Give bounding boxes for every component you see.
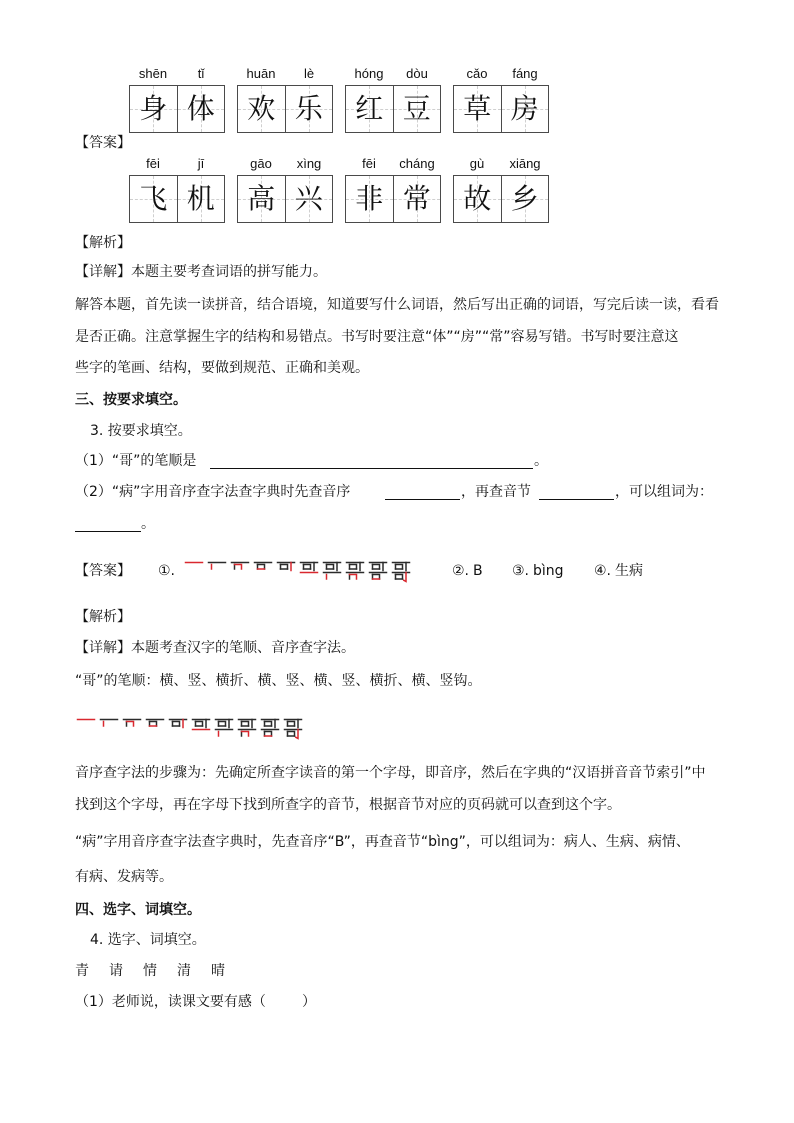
- analysis-text-line: 解答本题，首先读一读拼音，结合语境，知道要写什么词语，然后写出正确的词语，写完后读一读，看看: [75, 297, 719, 313]
- section-heading: 三、按要求填空。: [75, 392, 187, 408]
- character-cell: 非: [346, 176, 393, 222]
- word-pair: [453, 156, 549, 223]
- question-2-suffix: ，可以组词为：: [615, 484, 713, 500]
- stroke-path: [127, 722, 134, 727]
- tianzige-box: [453, 85, 549, 133]
- answer-blank: [539, 482, 614, 500]
- pinyin: gù: [469, 156, 485, 171]
- answer-item: [512, 561, 564, 581]
- stroke-path: [350, 575, 357, 580]
- pinyin: cǎo: [466, 66, 488, 81]
- stroke-frame: [393, 563, 410, 582]
- question-1-prefix: （1）老师说，读课文要有感（: [75, 994, 266, 1010]
- stroke-frame: [370, 563, 387, 580]
- stroke-frame: [301, 563, 318, 573]
- choice-character: 请: [109, 963, 123, 979]
- character-cell: 高: [238, 176, 285, 222]
- stroke-frame: [239, 720, 256, 737]
- question-2-mid: ，再查音节: [461, 484, 531, 500]
- pinyin: fáng: [512, 66, 538, 81]
- pinyin: dòu: [406, 66, 428, 81]
- character-cell: 乡: [501, 176, 549, 222]
- word-pair: [237, 66, 333, 133]
- word-pair: [345, 66, 441, 133]
- tianzige-box: [453, 175, 549, 223]
- stroke-path: [404, 573, 406, 582]
- character-cell: 故: [454, 176, 501, 222]
- character-cell: 乐: [285, 86, 333, 132]
- stroke-frame: [324, 563, 341, 580]
- stroke-frame: [216, 720, 233, 737]
- analysis-text-line: 有病、发病等。: [75, 869, 173, 885]
- word-pair: [129, 66, 225, 133]
- analysis-label: 【解析】: [75, 235, 131, 251]
- pinyin: gāo: [250, 156, 272, 171]
- stroke-frame: [255, 563, 272, 570]
- tianzige-box: [129, 85, 225, 133]
- answer-number: ③.: [512, 563, 530, 579]
- question-1-suffix: 。: [534, 453, 548, 469]
- character-cell: 兴: [285, 176, 333, 222]
- answer-number: ④.: [594, 563, 612, 579]
- stroke-frame: [124, 720, 141, 727]
- word-pair: [129, 156, 225, 223]
- character-cell: 草: [454, 86, 501, 132]
- pinyin: shēn: [138, 66, 168, 81]
- character-cell: 房: [501, 86, 549, 132]
- pinyin: hóng: [354, 66, 384, 81]
- word-pair: [453, 66, 549, 133]
- stroke-frame: [232, 563, 249, 570]
- stroke-frame: [209, 563, 226, 570]
- stroke-order-image: [75, 716, 307, 740]
- stroke-frame: [170, 720, 187, 728]
- question-1-prefix: （1）“哥”的笔顺是: [75, 453, 197, 469]
- analysis-text-line: 些字的笔画、结构，要做到规范、正确和美观。: [75, 360, 369, 376]
- stroke-path: [296, 730, 298, 739]
- question-2-end: 。: [141, 516, 155, 532]
- answer-number: ②.: [452, 563, 470, 579]
- pinyin: lè: [303, 66, 315, 81]
- analysis-label: 【解析】: [75, 609, 131, 625]
- answer-label: 【答案】: [75, 135, 131, 151]
- character-cell: 身: [130, 86, 177, 132]
- stroke-frame: [278, 563, 295, 571]
- pinyin: xìng: [296, 156, 322, 171]
- answer-blank: [75, 514, 141, 532]
- pinyin: fēi: [146, 156, 160, 171]
- question-title: 4. 选字、词填空。: [90, 932, 206, 948]
- choice-character: 清: [177, 963, 191, 979]
- answer-number: ①.: [158, 563, 176, 579]
- stroke-path: [235, 565, 242, 570]
- character-cell: 飞: [130, 176, 177, 222]
- pinyin: cháng: [399, 156, 435, 171]
- stroke-frame: [285, 720, 302, 739]
- stroke-names-text: “哥”的笔顺：横、竖、横折、横、竖、横、竖、横折、横、竖钩。: [75, 673, 482, 689]
- stroke-order-image: [183, 559, 415, 583]
- tianzige-box: [237, 85, 333, 133]
- analysis-detail: 【详解】本题考查汉字的笔顺、音序查字法。: [75, 640, 355, 656]
- analysis-text-line: 找到这个字母，再在字母下找到所查字的音节，根据音节对应的页码就可以查到这个字。: [75, 797, 621, 813]
- answer-blank: [385, 482, 460, 500]
- choice-character: 情: [143, 963, 157, 979]
- tianzige-box: [129, 175, 225, 223]
- section-heading: 四、选字、词填空。: [75, 902, 201, 918]
- stroke-frame: [347, 563, 364, 580]
- question-2-prefix: （2）“病”字用音序查字法查字典时先查音序: [75, 484, 351, 500]
- answer-item: [452, 561, 483, 581]
- answer-value: 生病: [615, 563, 644, 579]
- character-cell: 体: [177, 86, 225, 132]
- choice-character: 晴: [211, 963, 225, 979]
- analysis-text-line: 音序查字法的步骤为：先确定所查字读音的第一个字母，即音序，然后在字典的“汉语拼音音节索引”中: [75, 765, 706, 781]
- stroke-frame: [193, 720, 210, 730]
- stroke-path: [242, 732, 249, 737]
- analysis-detail: 【详解】本题主要考查词语的拼写能力。: [75, 264, 327, 280]
- stroke-frame: [147, 720, 164, 727]
- answer-label: 【答案】: [75, 563, 131, 579]
- tianzige-box: [237, 175, 333, 223]
- choice-character: 青: [75, 963, 89, 979]
- stroke-frame: [101, 720, 118, 727]
- tianzige-box: [345, 175, 441, 223]
- character-cell: 豆: [393, 86, 441, 132]
- analysis-text-line: 是否正确。注意掌握生字的结构和易错点。书写时要注意“体”“房”“常”容易写错。书写时要注意这: [75, 329, 679, 345]
- pinyin: jī: [197, 156, 205, 171]
- question-title: 3. 按要求填空。: [90, 423, 192, 439]
- question-1-suffix: ）: [302, 994, 316, 1010]
- word-pair: [345, 156, 441, 223]
- character-cell: 常: [393, 176, 441, 222]
- tianzige-box: [345, 85, 441, 133]
- answer-value: bìng: [533, 563, 564, 579]
- answer-item: [594, 561, 643, 581]
- word-pair: [237, 156, 333, 223]
- pinyin: xiāng: [509, 156, 541, 171]
- character-cell: 机: [177, 176, 225, 222]
- character-cell: 欢: [238, 86, 285, 132]
- character-cell: 红: [346, 86, 393, 132]
- stroke-frame: [262, 720, 279, 737]
- pinyin: tǐ: [197, 66, 205, 81]
- answer-value: B: [473, 563, 483, 579]
- answer-blank: [210, 451, 533, 469]
- analysis-text-line: “病”字用音序查字法查字典时，先查音序“B”，再查音节“bìng”，可以组词为：病人、生病、病情、: [75, 834, 690, 850]
- pinyin: fēi: [362, 156, 376, 171]
- pinyin: huān: [246, 66, 276, 81]
